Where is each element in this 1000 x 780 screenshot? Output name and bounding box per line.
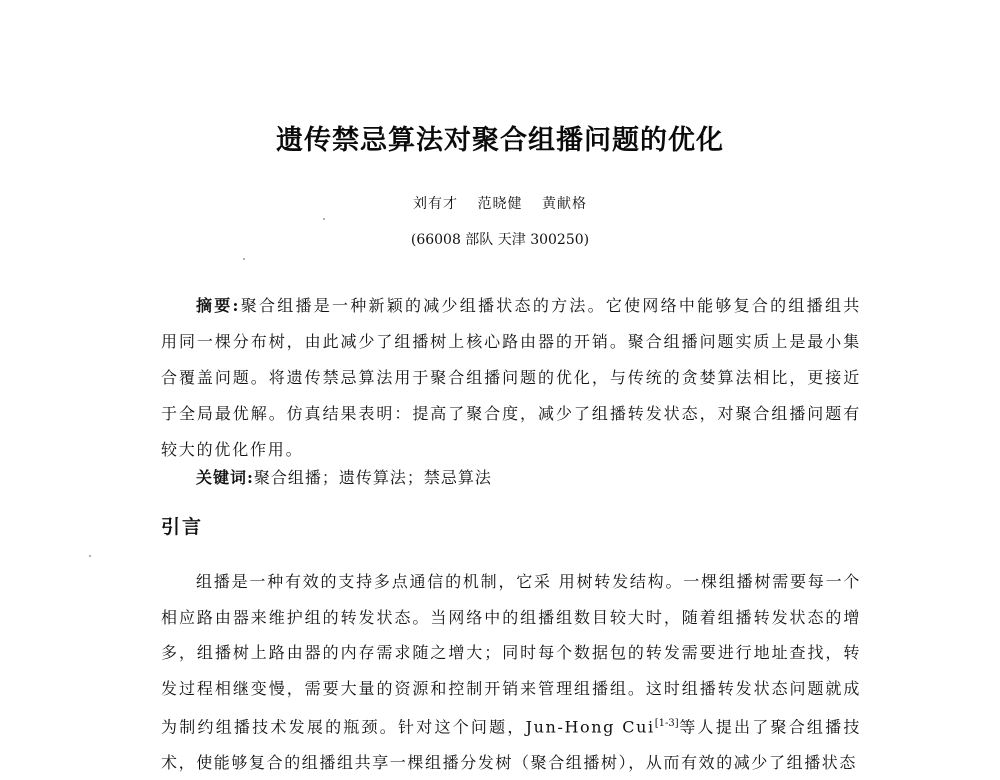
keywords-line: [196, 465, 492, 488]
abstract-paragraph: [161, 288, 861, 468]
keywords-label: 关键词:: [196, 468, 254, 487]
scan-speck: [243, 258, 245, 260]
intro-text-part1: 组播是一种有效的支持多点通信的机制，它采 用树转发结构。一棵组播树需要每一个相应路由器来维护组的转发状态。当网络中的组播组数目较大时，随着组播转发状态的增多，组播树上路由器的内存需求随之增大；同时每个数据包的转发需要进行地址查找，转发过程相继变慢，需要大量的资源和控制开销来管理组播组。这时组播转发状态问题就成为制约组播技术发展的瓶颈。针对这个问题，Jun-Hong Cui: [161, 572, 861, 737]
scan-speck: [323, 218, 325, 220]
paper-authors: 刘有才 范晓健 黄献格: [413, 196, 587, 212]
intro-text-part2: 等人提出了聚合组播技术，使能够复合的组播组共享一棵组播分发树（聚合组播树），从而有效的减少了组播状态: [161, 717, 861, 772]
keywords-text: 聚合组播；遗传算法；禁忌算法: [253, 468, 492, 487]
citation-reference: [1-3]: [654, 718, 679, 729]
scan-speck: [89, 555, 91, 557]
introduction-paragraph: [161, 564, 861, 780]
paper-title: 遗传禁忌算法对聚合组播问题的优化: [276, 125, 724, 156]
abstract-text: 聚合组播是一种新颖的减少组播状态的方法。它使网络中能够复合的组播组共用同一棵分布树，由此减少了组播树上核心路由器的开销。聚合组播问题实质上是最小集合覆盖问题。将遗传禁忌算法用于聚合组播问题的优化，与传统的贪婪算法相比，更接近于全局最优解。仿真结果表明：提高了聚合度，减少了组播转发状态，对聚合组播问题有较大的优化作用。: [161, 296, 862, 459]
abstract-label: 摘要:: [196, 296, 241, 315]
section-heading-introduction: 引言: [161, 516, 204, 538]
paper-affiliation: (66008 部队 天津 300250): [410, 232, 590, 248]
